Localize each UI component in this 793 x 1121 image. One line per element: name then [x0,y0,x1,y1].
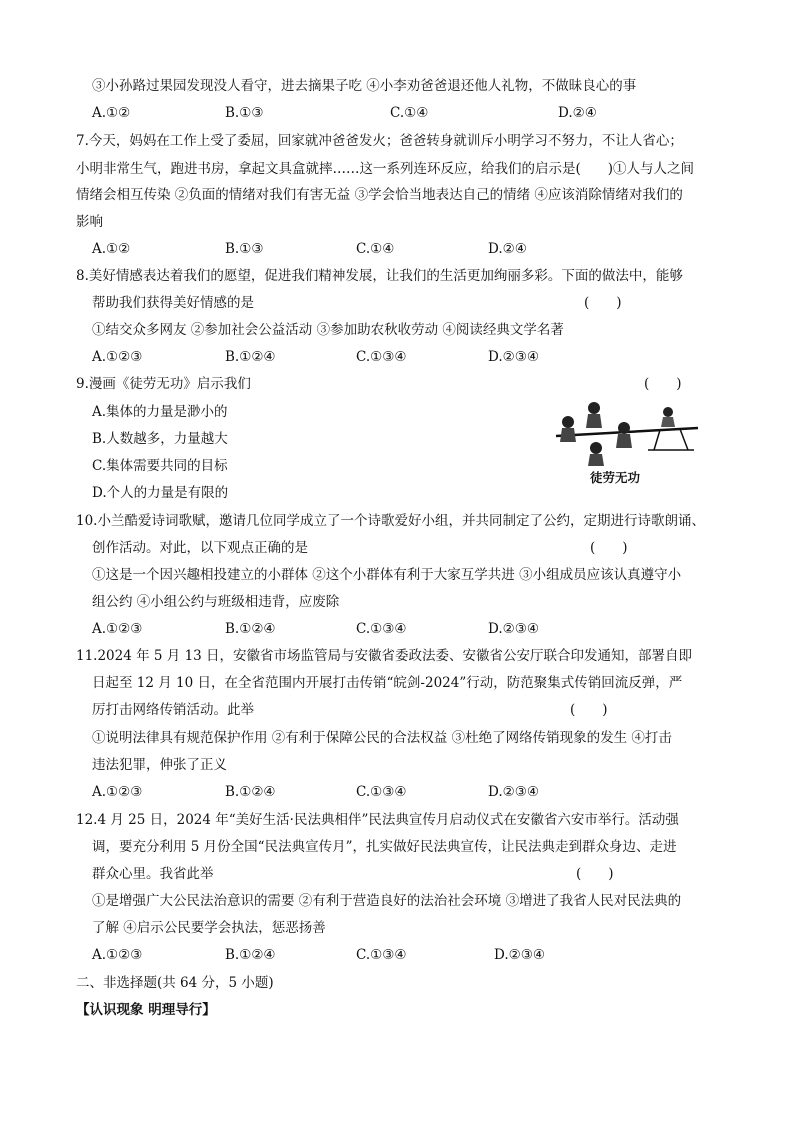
q12-line-5: 了解 ④启示公民要学会执法，惩恶扬善 [92,920,326,936]
q11-line-3: 厉打击网络传销活动。此举 [92,702,254,718]
section-heading: 二、非选择题(共 64 分，5 小题) [76,975,274,991]
q12-option-a: A.①②③ [92,947,143,963]
q11-line-5: 违法犯罪，伸张了正义 [92,757,227,773]
q12-line-3: 群众心里。我省此举 [92,866,214,882]
q10-line-3: ①这是一个因兴趣相投建立的小群体 ②这个小群体有利于大家互学共进 ③小组成员应该认真遵守小 [92,567,682,583]
q9-answer-paren: ( ) [644,376,682,392]
q10-option-a: A.①②③ [92,621,143,637]
q6-option-a: A.①② [92,105,131,121]
q12-answer-paren: ( ) [576,866,614,882]
q9-stem: 9.漫画《徒劳无功》启示我们 [76,376,251,392]
q8-answer-paren: ( ) [584,295,622,311]
q11-option-a: A.①②③ [92,784,143,800]
q8-line-2: 帮助我们获得美好情感的是 [92,295,254,311]
q10-option-c: C.①③④ [356,621,407,637]
q10-line-1: 10.小兰酷爱诗词歌赋，邀请几位同学成立了一个诗歌爱好小组，并共同制定了公约，定期进行诗歌朗诵、 [76,513,705,529]
q8-option-c: C.①③④ [356,349,407,365]
q11-line-2: 日起至 12 月 10 日，在全省范围内开展打击传销“皖剑-2024”行动，防范聚集式传销回流反弹，严 [92,675,683,691]
q11-option-b: B.①②④ [225,784,276,800]
q9-option-b: B.人数越多，力量越大 [92,431,228,447]
q11-line-4: ①说明法律具有规范保护作用 ②有利于保障公民的合法权益 ③杜绝了网络传销现象的发生 ④打击 [92,730,672,746]
q12-line-4: ①是增强广大公民法治意识的需要 ②有利于营造良好的法治社会环境 ③增进了我省人民对民法典的 [92,893,682,909]
q7-line-3: 情绪会相互传染 ②负面的情绪对我们有害无益 ③学会恰当地表达自己的情绪 ④应该消除情绪对我们的 [76,187,683,203]
q8-line-1: 8.美好情感表达着我们的愿望，促进我们精神发展，让我们的生活更加绚丽多彩。下面的做法中，能够 [76,268,683,284]
q9-option-c: C.集体需要共同的目标 [92,458,228,474]
q10-answer-paren: ( ) [590,540,628,556]
q8-option-b: B.①②④ [225,349,276,365]
q12-option-d: D.②③④ [494,947,545,963]
q7-line-1: 7.今天，妈妈在工作上受了委屈，回家就冲爸爸发火；爸爸转身就训斥小明学习不努力，不让人省心； [76,133,683,149]
q8-statements: ①结交众多网友 ②参加社会公益活动 ③参加助农秋收劳动 ④阅读经典文学名著 [92,322,564,338]
q12-option-c: C.①③④ [356,947,407,963]
q7-line-4: 影响 [76,214,103,230]
q11-option-c: C.①③④ [356,784,407,800]
q7-line-2: 小明非常生气，跑进书房，拿起文具盒就摔……这一系列连环反应，给我们的启示是( )①人与人之间 [76,161,695,177]
q8-option-d: D.②③④ [488,349,539,365]
q7-option-a: A.①② [92,241,131,257]
q12-line-2: 调，要充分利用 5 月份全国“民法典宣传月”，扎实做好民法典宣传，让民法典走到群众身边、走进 [92,839,677,855]
q9-option-d: D.个人的力量是有限的 [92,485,229,501]
q7-option-b: B.①③ [225,241,264,257]
q6-option-b: B.①③ [225,105,264,121]
q11-option-d: D.②③④ [488,784,539,800]
q7-option-c: C.①④ [356,241,395,257]
q10-line-4: 组公约 ④小组公约与班级相违背，应废除 [92,594,340,610]
q11-line-1: 11.2024 年 5 月 13 日，安徽省市场监管局与安徽省委政法委、安徽省公安厅联合印发通知，部署自即 [76,648,693,664]
q11-answer-paren: ( ) [570,702,608,718]
q9-option-a: A.集体的力量是渺小的 [92,404,228,420]
q6-option-c: C.①④ [390,105,429,121]
q10-line-2: 创作活动。对此，以下观点正确的是 [92,540,308,556]
cartoon-caption: 徒劳无功 [590,470,641,485]
q10-option-d: D.②③④ [488,621,539,637]
section-subheading: 【认识现象 明理导行】 [76,1002,216,1018]
q8-option-a: A.①②③ [92,349,143,365]
q12-option-b: B.①②④ [225,947,276,963]
q6-statement-line: ③小孙路过果园发现没人看守，进去摘果子吃 ④小李劝爸爸退还他人礼物，不做昧良心的事 [92,78,637,94]
q6-option-d: D.②④ [558,105,597,121]
q12-line-1: 12.4 月 25 日，2024 年“美好生活·民法典相伴”民法典宣传月启动仪式在安徽省六安市举行。活动强 [76,812,679,828]
q10-option-b: B.①②④ [225,621,276,637]
q7-option-d: D.②④ [488,241,527,257]
